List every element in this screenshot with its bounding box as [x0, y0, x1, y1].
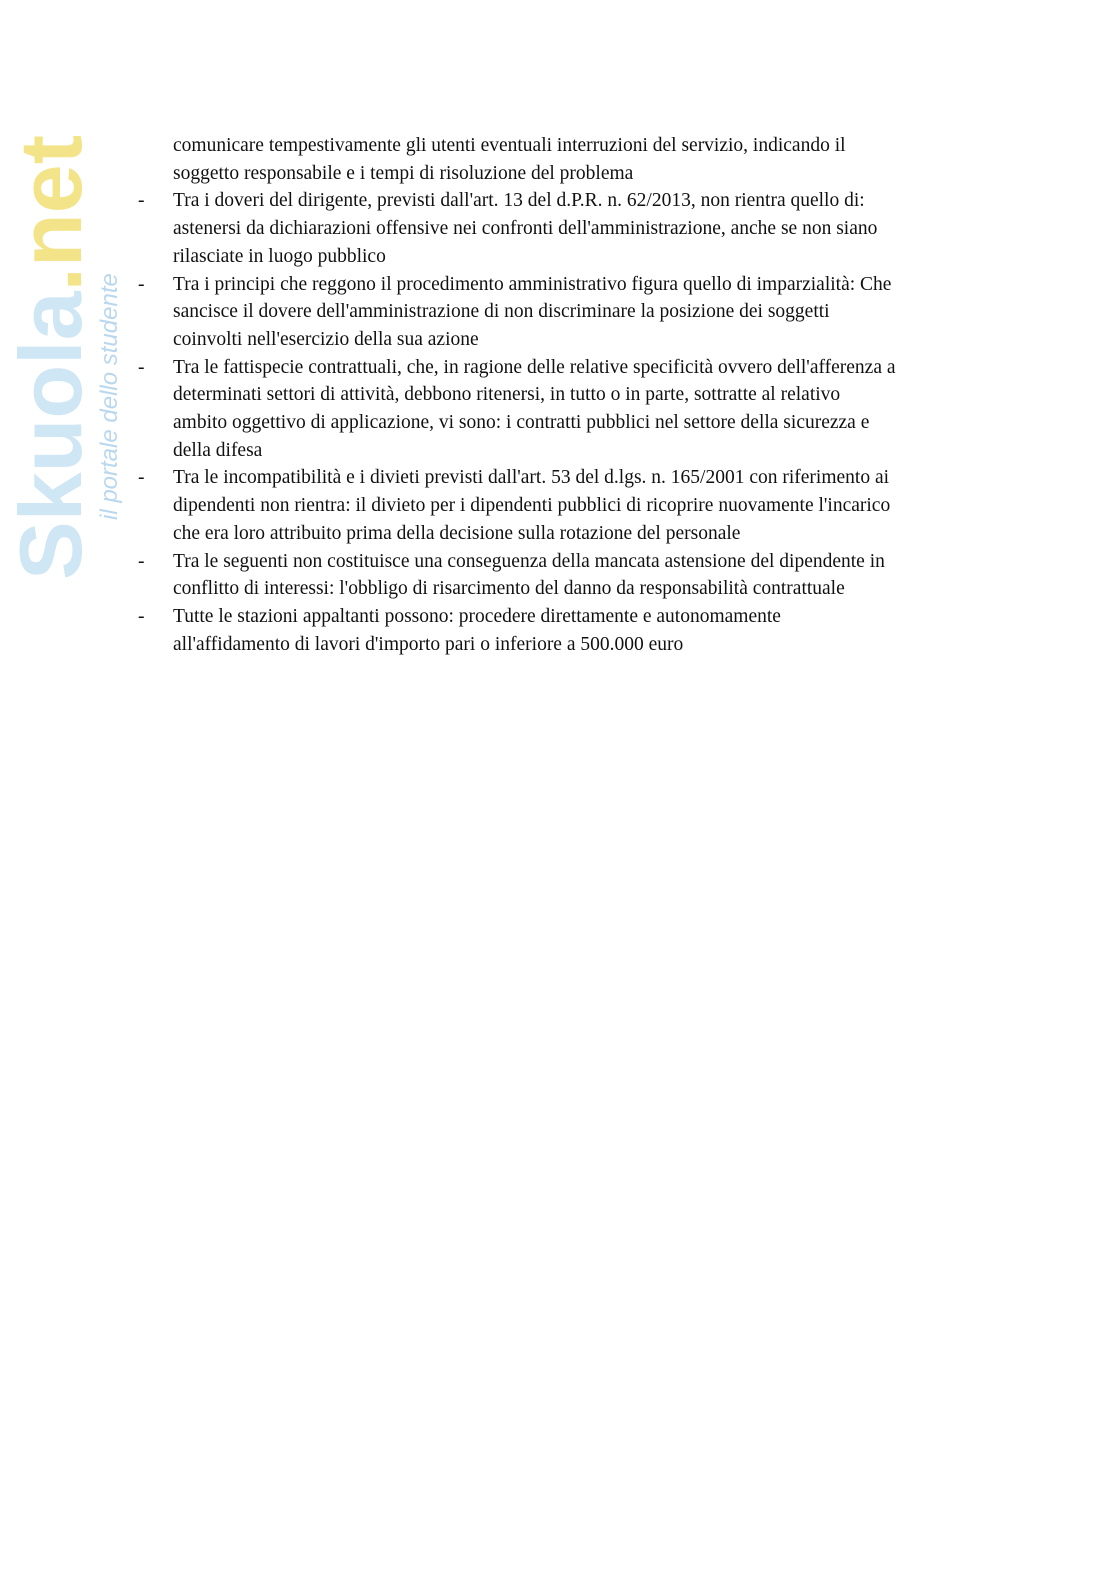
text-line: determinati settori di attività, debbono ritenersi, in tutto o in parte, sottratte al relativo	[173, 384, 841, 406]
bullet-dash: -	[138, 467, 145, 489]
watermark-tld: .net	[1, 135, 100, 292]
text-line: soggetto responsabile e i tempi di risoluzione del problema	[173, 162, 634, 184]
text-line: coinvolti nell'esercizio della sua azione	[173, 328, 479, 350]
list-item	[138, 603, 1018, 658]
text-line: conflitto di interessi: l'obbligo di risarcimento del danno da responsabilità contrattuale	[173, 578, 845, 600]
bullet-dash: -	[138, 605, 145, 627]
text-line: sancisce il dovere dell'amministrazione di non discriminare la posizione dei soggetti	[173, 301, 830, 323]
list-item	[138, 187, 1018, 270]
text-line: Tra le fattispecie contrattuali, che, in ragione delle relative specificità ovvero dell'afferenza a	[173, 356, 896, 378]
text-line: ambito oggettivo di applicazione, vi sono: i contratti pubblici nel settore della sicurezza e	[173, 412, 870, 434]
bullet-dash: -	[138, 273, 145, 295]
text-line: Tra le incompatibilità e i divieti previsti dall'art. 53 del d.lgs. n. 165/2001 con riferimento ai	[173, 467, 890, 489]
text-line: all'affidamento di lavori d'importo pari o inferiore a 500.000 euro	[173, 633, 684, 655]
list-item	[138, 464, 1018, 547]
text-line: della difesa	[173, 439, 263, 461]
text-line: Tra le seguenti non costituisce una conseguenza della mancata astensione del dipendente in	[173, 550, 885, 572]
watermark-tagline: il portale dello studente	[96, 273, 123, 520]
text-line: comunicare tempestivamente gli utenti eventuali interruzioni del servizio, indicando il	[173, 135, 846, 156]
watermark-brand: Skuola	[1, 291, 100, 580]
text-line: dipendenti non rientra: il divieto per i dipendenti pubblici di ricoprire nuovamente l'incarico	[173, 495, 891, 517]
text-line: che era loro attribuito prima della decisione sulla rotazione del personale	[173, 522, 741, 544]
list-item	[138, 271, 1018, 354]
bullet-dash: -	[138, 550, 145, 572]
text-line: astenersi da dichiarazioni offensive nei confronti dell'amministrazione, anche se non siano	[173, 218, 878, 240]
document-body	[138, 132, 1018, 658]
bullet-dash: -	[138, 356, 145, 378]
watermark	[1, 135, 124, 580]
list-item	[138, 548, 1018, 603]
text-line: rilasciate in luogo pubblico	[173, 245, 386, 267]
watermark-logo	[1, 135, 100, 580]
text-line: Tutte le stazioni appaltanti possono: procedere direttamente e autonomamente	[173, 605, 781, 627]
bullet-dash: -	[138, 190, 145, 212]
text-line: Tra i principi che reggono il procedimento amministrativo figura quello di imparzialità: Che	[173, 273, 892, 295]
list-item	[138, 132, 1018, 187]
text-line: Tra i doveri del dirigente, previsti dall'art. 13 del d.P.R. n. 62/2013, non rientra quello di:	[173, 190, 865, 212]
list-item	[138, 354, 1018, 465]
